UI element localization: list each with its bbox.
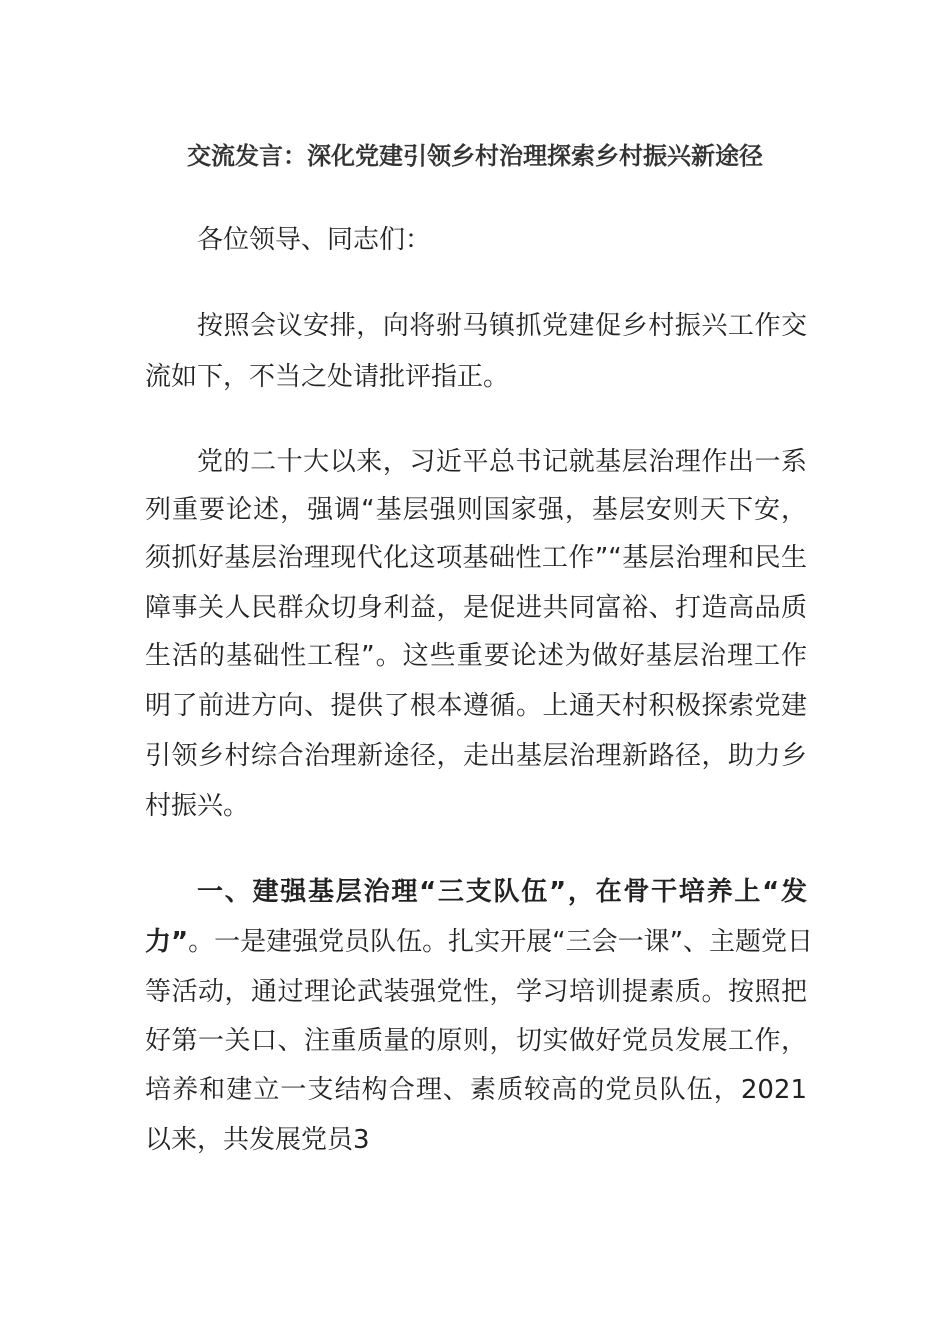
section-line: 好第一关口、注重质量的原则，切实做好党员发展工作，: [145, 1026, 807, 1056]
para-line: 列重要论述，强调“基层强则国家强，基层安则天下安，: [145, 495, 807, 525]
para-line: 村振兴。: [145, 791, 250, 821]
section-line: 培养和建立一支结构合理、素质较高的党员队伍，2021: [145, 1075, 807, 1105]
section-line: 以来，共发展党员3: [145, 1125, 370, 1155]
greeting: 各位领导、同志们：: [197, 225, 432, 255]
para-line: 党的二十大以来，习近平总书记就基层治理作出一系: [197, 447, 807, 477]
section-text: 。一是建强党员队伍。扎实开展“三会一课”、主题党日: [188, 927, 814, 957]
para-line: 生活的基础性工程”。这些重要论述为做好基层治理工作: [145, 641, 807, 671]
document-title: 交流发言：深化党建引领乡村治理探索乡村振兴新途径: [187, 142, 763, 170]
section-line: 等活动，通过理论武装强党性，学习培训提素质。按照把: [145, 977, 807, 1007]
para-line: 障事关人民群众切身利益，是促进共同富裕、打造高品质: [145, 593, 807, 623]
section-heading: 一、建强基层治理“三支队伍”，在骨干培养上“发: [197, 877, 807, 907]
para-line: 明了前进方向、提供了根本遵循。上通天村积极探索党建: [145, 691, 807, 721]
section-heading-tail: 力”: [145, 927, 189, 957]
section-line: [145, 926, 814, 958]
para-line: 引领乡村综合治理新途径，走出基层治理新路径，助力乡: [145, 741, 807, 771]
para-line: 须抓好基层治理现代化这项基础性工作”“基层治理和民生: [145, 543, 807, 573]
intro-line: 流如下，不当之处请批评指正。: [145, 362, 510, 392]
intro-line: 按照会议安排，向将驸马镇抓党建促乡村振兴工作交: [197, 311, 807, 341]
